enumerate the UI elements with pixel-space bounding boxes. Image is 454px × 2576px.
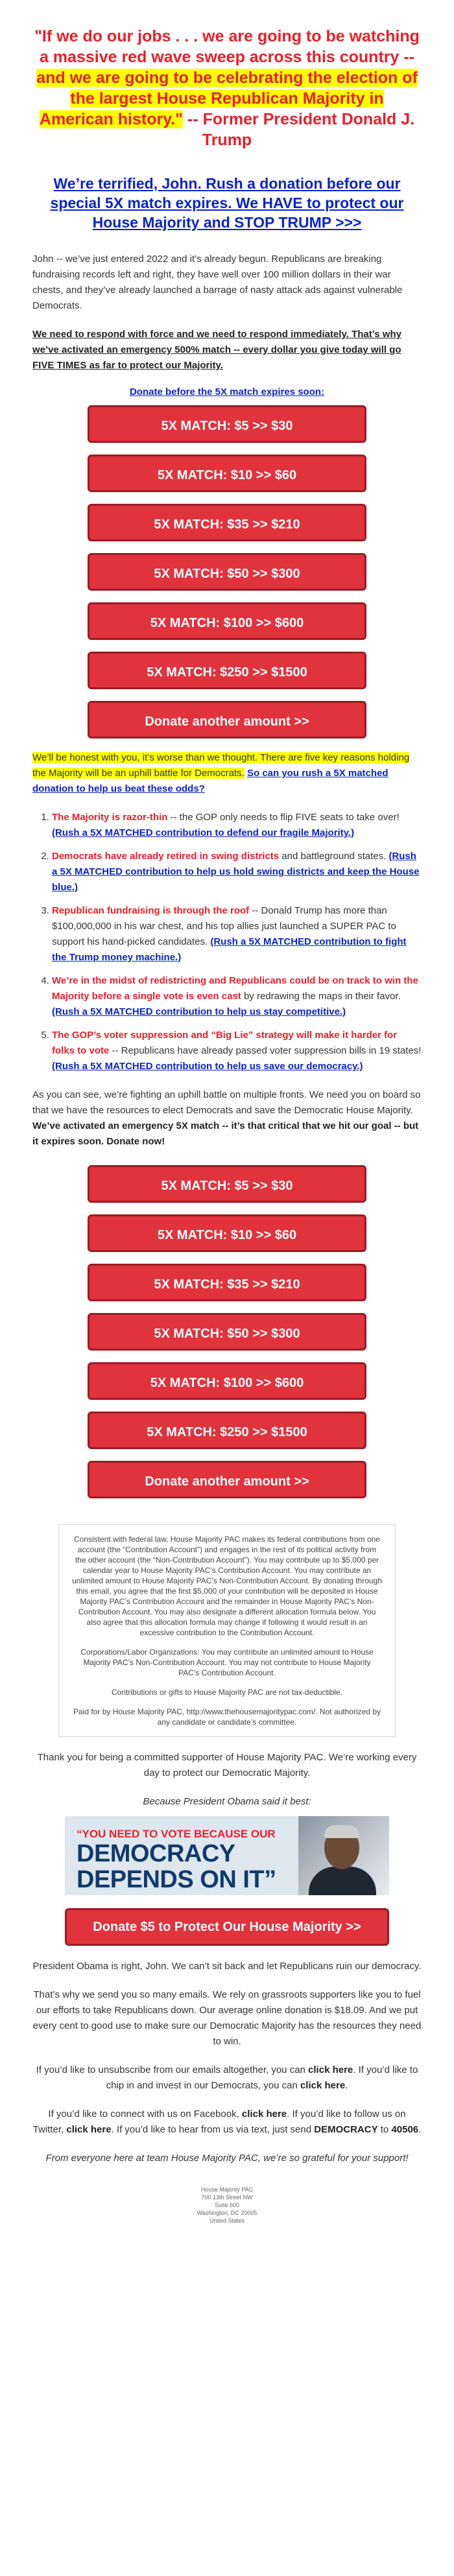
reasons-list [32, 810, 422, 1074]
donate-button-35[interactable]: 5X MATCH: $35 >> $210 [88, 504, 366, 541]
obama-banner-small: “YOU NEED TO VOTE BECAUSE OUR [77, 1828, 276, 1840]
address-line: Washington, DC 20005 [197, 2210, 257, 2216]
donate-button-50[interactable]: 5X MATCH: $50 >> $300 [88, 1313, 366, 1351]
honest-donate-link[interactable]: So can you rush a 5X matched donation to help us beat these odds? [32, 768, 388, 794]
obama-banner-big-2: DEPENDS ON IT” [77, 1866, 276, 1893]
unsub-text-1: If you’d like to unsubscribe from our emails altogether, you can [36, 2064, 309, 2075]
reason-text: -- Republicans have already passed voter suppression bills in 19 states! [109, 1045, 422, 1056]
donate-button-100[interactable]: 5X MATCH: $100 >> $600 [88, 602, 366, 640]
legal-p1: Consistent with federal law, House Majority PAC makes its federal contributions from one account (the “Contribution Account”) and engages in the rest of its political activity from the other account (the “Non-Contribution Account”). You may contribute up to $5,000 per calendar year to House Majority PAC’s Contribution Account. You may contribute an unlimited amount to House Majority PAC’s Non-Contribution Account. By donating through this email, you agree that the first $5,000 of your contribution will be deposited in House Majority PAC’s Contribution Account and the remainder in House Majority PAC’s Non-Contribution Account. You may also designate a different allocation formula below. You also agree that this allocation formula may change if following it would result in an excessive contribution to the Contribution Account. [72, 1535, 382, 1637]
donate-button-35[interactable]: 5X MATCH: $35 >> $210 [88, 1264, 366, 1301]
respond-paragraph [32, 327, 422, 373]
reason-title: The GOP’s voter suppression and “Big Lie” strategy will make it harder for folks to vote [52, 1030, 398, 1056]
reason-text: -- Donald Trump has more than $100,000,000 in his war chest, and his top allies just launched a SUPER PAC to support his hand-picked candidates. [52, 905, 396, 947]
quote-highlight: and we are going to be celebrating the election of the largest House Republican Majority in American history." [36, 69, 418, 128]
legal-p3: Contributions or gifts to House Majority PAC are not tax-deductible. [112, 1688, 342, 1697]
quote-attribution: -- Former President Donald J. Trump [187, 110, 415, 149]
obama-quote-banner[interactable] [65, 1816, 389, 1895]
donate-button-other[interactable]: Donate another amount >> [88, 1461, 366, 1498]
address-line: United States [209, 2217, 245, 2224]
obama-photo-body [309, 1867, 376, 1895]
donation-buttons-2 [88, 1165, 366, 1498]
footer-address [32, 2186, 422, 2225]
address-line: House Majority PAC [200, 2186, 254, 2193]
donate-button-5[interactable]: 5X MATCH: $5 >> $30 [88, 405, 366, 443]
reason-title: Republican fundraising is through the roof [52, 905, 250, 916]
reason-title: The Majority is razor-thin [52, 812, 168, 823]
reason-link[interactable]: (Rush a 5X MATCHED contribution to fight the Trump money machine.) [52, 936, 407, 963]
donate-button-10[interactable]: 5X MATCH: $10 >> $60 [88, 1214, 366, 1252]
obama-photo [298, 1816, 389, 1895]
donate-prompt-link[interactable]: Donate before the 5X match expires soon: [129, 386, 325, 397]
donate-button-other[interactable]: Donate another amount >> [88, 701, 366, 739]
honest-paragraph [32, 750, 422, 797]
obama-right-paragraph: President Obama is right, John. We can’t sit back and let Republicans ruin our democracy. [32, 1961, 422, 1972]
legal-disclaimer [58, 1524, 396, 1737]
list-item [52, 1028, 422, 1074]
donate-button-250[interactable]: 5X MATCH: $250 >> $1500 [88, 1412, 366, 1449]
social-text-4: to [377, 2124, 392, 2135]
donate-button-50[interactable]: 5X MATCH: $50 >> $300 [88, 553, 366, 591]
list-item [52, 849, 422, 895]
donate-prompt [32, 386, 422, 397]
text-shortcode: 40506 [391, 2124, 419, 2135]
social-text-5: . [418, 2124, 422, 2135]
reason-title: Democrats have already retired in swing districts [52, 851, 280, 862]
twitter-link[interactable]: click here [66, 2124, 112, 2135]
uphill-text: As you can see, we’re fighting an uphill battle on multiple fronts. We need you on board so that we have the resources to elect Democrats and save the Democratic House Majority. [32, 1089, 421, 1116]
reason-link[interactable]: (Rush a 5X MATCHED contribution to defend our fragile Majority.) [52, 827, 355, 838]
chip-in-link[interactable]: click here [300, 2080, 346, 2091]
obama-banner-big-1: DEMOCRACY [77, 1840, 235, 1867]
legal-p2: Corporations/Labor Organizations: You may contribute an unlimited amount to House Majority PAC’s Non-Contribution Account. You may not contribute to House Majority PAC’s Contribution Account. [80, 1648, 374, 1677]
facebook-link[interactable]: click here [241, 2109, 287, 2120]
address-line: 700 13th Street NW [201, 2194, 253, 2201]
reason-link[interactable]: (Rush a 5X MATCHED contribution to help us stay competitive.) [52, 1006, 346, 1017]
text-keyword: DEMOCRACY [314, 2124, 378, 2135]
uphill-paragraph [32, 1087, 422, 1150]
reason-text: -- the GOP only needs to flip FIVE seats to take over! [167, 812, 400, 823]
reason-link[interactable]: (Rush a 5X MATCHED contribution to help us save our democracy.) [52, 1061, 363, 1072]
list-item [52, 810, 422, 841]
quote-part-1: "If we do our jobs . . . we are going to be watching a massive red wave sweep across this country -- [34, 27, 420, 66]
social-text-3: . If you’d like to hear from us via text, just send [111, 2124, 315, 2135]
legal-p4: Paid for by House Majority PAC, http://www.thehousemajoritypac.com/. Not authorized by any candidate or candidate’s committee. [73, 1707, 381, 1727]
list-item [52, 903, 422, 965]
trump-quote-headline [32, 26, 422, 150]
donate-button-100[interactable]: 5X MATCH: $100 >> $600 [88, 1362, 366, 1400]
unsub-text-3: . [345, 2080, 348, 2091]
respond-text: We need to respond with force and we need to respond immediately. That’s why we’ve activated an emergency 500% match -- every dollar you give today will go FIVE TIMES as far to protect our Majority. [32, 329, 401, 371]
address-line: Suite 600 [214, 2202, 240, 2208]
social-text-1: If you’d like to connect with us on Facebook, [48, 2109, 242, 2120]
why-emails-paragraph: That’s why we send you so many emails. We rely on grassroots supporters like you to fuel our efforts to take Republicans down. Our average online donation is $18.09. And we put every cent to good use to make sure our Democratic Majority has the resources they need to win. [32, 1989, 422, 2047]
protect-majority-button[interactable]: Donate $5 to Protect Our House Majority >> [65, 1908, 389, 1946]
donate-button-250[interactable]: 5X MATCH: $250 >> $1500 [88, 652, 366, 689]
email-body [32, 0, 422, 2225]
intro-paragraph: John -- we’ve just entered 2022 and it’s already begun. Republicans are breaking fundraising records left and right, they have well over 100 million dollars in their war chests, and they’ve already launched a barrage of nasty attack ads against vulnerable Democrats. [32, 254, 403, 311]
donate-button-5[interactable]: 5X MATCH: $5 >> $30 [88, 1165, 366, 1203]
reason-link[interactable]: (Rush a 5X MATCHED contribution to help us hold swing districts and keep the House blue.) [52, 851, 420, 893]
unsubscribe-paragraph [32, 2062, 422, 2094]
obama-intro: Because President Obama said it best: [143, 1796, 311, 1807]
social-paragraph [32, 2107, 422, 2138]
social-text-2: . If you’d like to follow us on Twitter, [32, 2109, 406, 2135]
reason-title: We’re in the midst of redistricting and Republicans could be on track to win the Majority before a single vote is even cast [52, 975, 418, 1002]
uphill-bold: We’ve activated an emergency 5X match -- it’s that critical that we hit our goal -- but it expires soon. Donate now! [32, 1120, 419, 1147]
subhead-donate-link[interactable]: We’re terrified, John. Rush a donation before our special 5X match expires. We HAVE to protect our House Majority and STOP TRUMP >>> [50, 175, 404, 231]
honest-highlight: We’ll be honest with you, it’s worse than we thought. There are five key reasons holding the Majority will be an uphill battle for Democrats. [32, 752, 410, 779]
obama-banner-text [77, 1828, 310, 1893]
signoff: From everyone here at team House Majority PAC, we’re so grateful for your support! [45, 2153, 409, 2164]
obama-photo-hair [324, 1825, 359, 1838]
list-item [52, 973, 422, 1020]
subhead [32, 174, 422, 232]
unsubscribe-link[interactable]: click here [308, 2064, 353, 2075]
unsub-text-2: . If you’d like to chip in and invest in our Democrats, you can [106, 2064, 418, 2091]
donation-buttons-1 [88, 405, 366, 739]
thanks-paragraph: Thank you for being a committed supporter of House Majority PAC. We’re working every day to protect our Democratic Majority. [37, 1752, 417, 1778]
reason-text: by redrawing the maps in their favor. [241, 991, 401, 1002]
reason-text: and battleground states. [279, 851, 389, 862]
donate-button-10[interactable]: 5X MATCH: $10 >> $60 [88, 455, 366, 492]
